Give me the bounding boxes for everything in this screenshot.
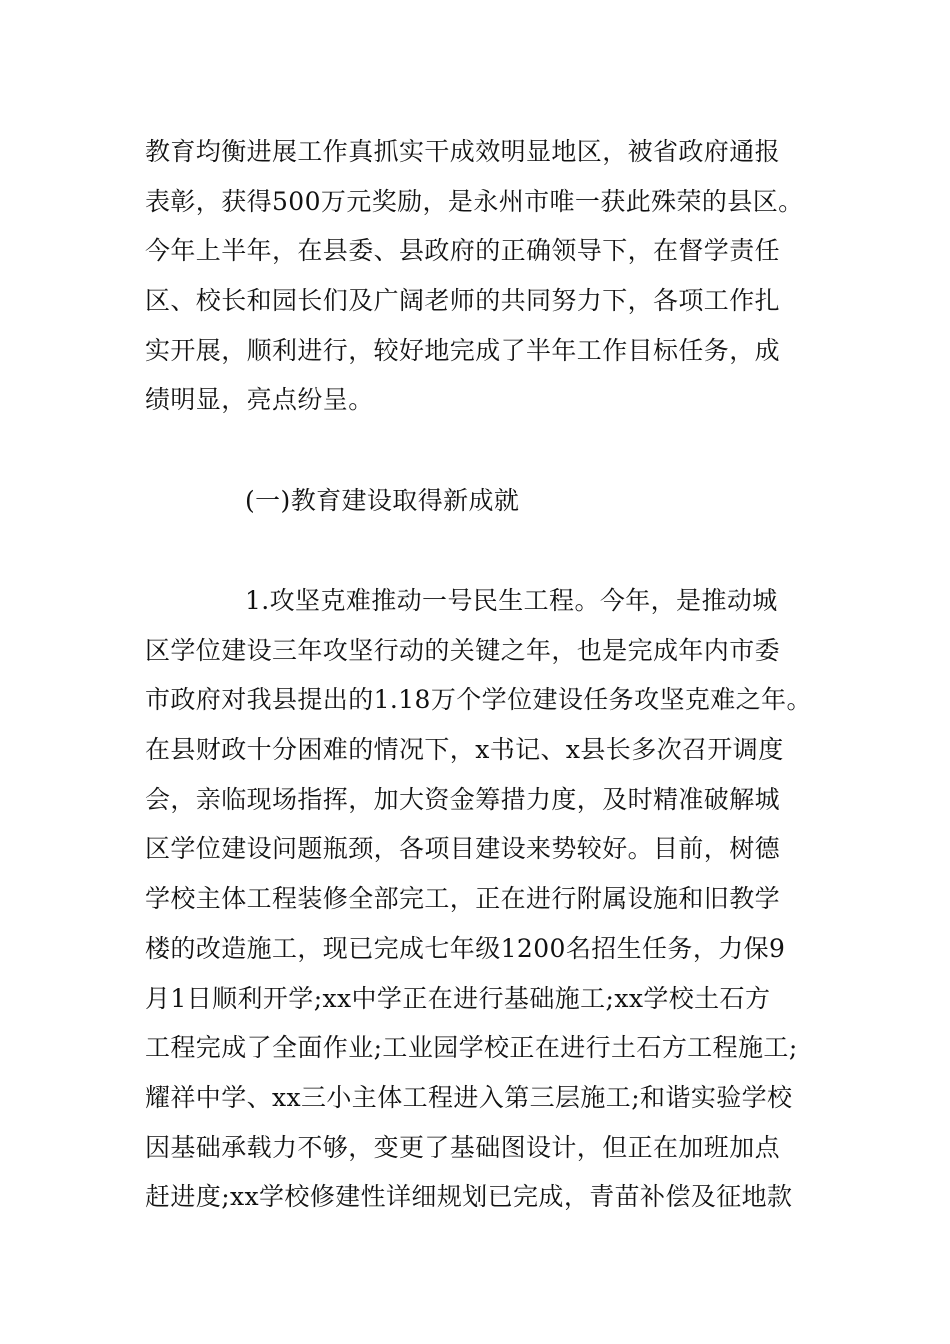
text-line: 在县财政十分困难的情况下，x书记、x县长多次召开调度 xyxy=(145,735,784,765)
text-line: 赶进度;xx学校修建性详细规划已完成，青苗补偿及征地款 xyxy=(145,1182,793,1212)
text-line: 会，亲临现场指挥，加大资金筹措力度，及时精准破解城 xyxy=(145,784,781,814)
paragraph-construction xyxy=(145,576,825,1222)
text-line: 1.攻坚克难推动一号民生工程。今年，是推动城 xyxy=(245,586,778,615)
paragraph-intro xyxy=(145,127,825,425)
text-line: 区学位建设三年攻坚行动的关键之年，也是完成年内市委 xyxy=(145,635,781,665)
text-line: 楼的改造施工，现已完成七年级1200名招生任务，力保9 xyxy=(145,933,786,963)
text-line: 因基础承载力不够，变更了基础图设计，但正在加班加点 xyxy=(145,1132,781,1162)
text-line: 今年上半年，在县委、县政府的正确领导下，在督学责任 xyxy=(145,236,781,266)
text-line: 教育均衡进展工作真抓实干成效明显地区，被省政府通报 xyxy=(145,137,781,166)
text-line: 区学位建设问题瓶颈，各项目建设来势较好。目前，树德 xyxy=(145,834,781,864)
text-line: 表彰，获得500万元奖励，是永州市唯一获此殊荣的县区。 xyxy=(145,186,804,216)
text-line: 区、校长和园长们及广阔老师的共同努力下，各项工作扎 xyxy=(145,286,781,316)
text-line: 绩明显，亮点纷呈。 xyxy=(145,385,374,415)
section-heading-text: (一)教育建设取得新成就 xyxy=(245,486,520,515)
text-line: 月1日顺利开学;xx中学正在进行基础施工;xx学校土石方 xyxy=(145,983,771,1013)
section-heading xyxy=(145,476,825,526)
text-line: 耀祥中学、xx三小主体工程进入第三层施工;和谐实验学校 xyxy=(145,1082,793,1112)
text-line: 工程完成了全面作业;工业园学校正在进行土石方工程施工; xyxy=(145,1033,798,1063)
text-line: 学校主体工程装修全部完工，正在进行附属设施和旧教学 xyxy=(145,884,781,914)
text-line: 市政府对我县提出的1.18万个学位建设任务攻坚克难之年。 xyxy=(145,685,812,715)
text-line: 实开展，顺利进行，较好地完成了半年工作目标任务，成 xyxy=(145,335,781,365)
